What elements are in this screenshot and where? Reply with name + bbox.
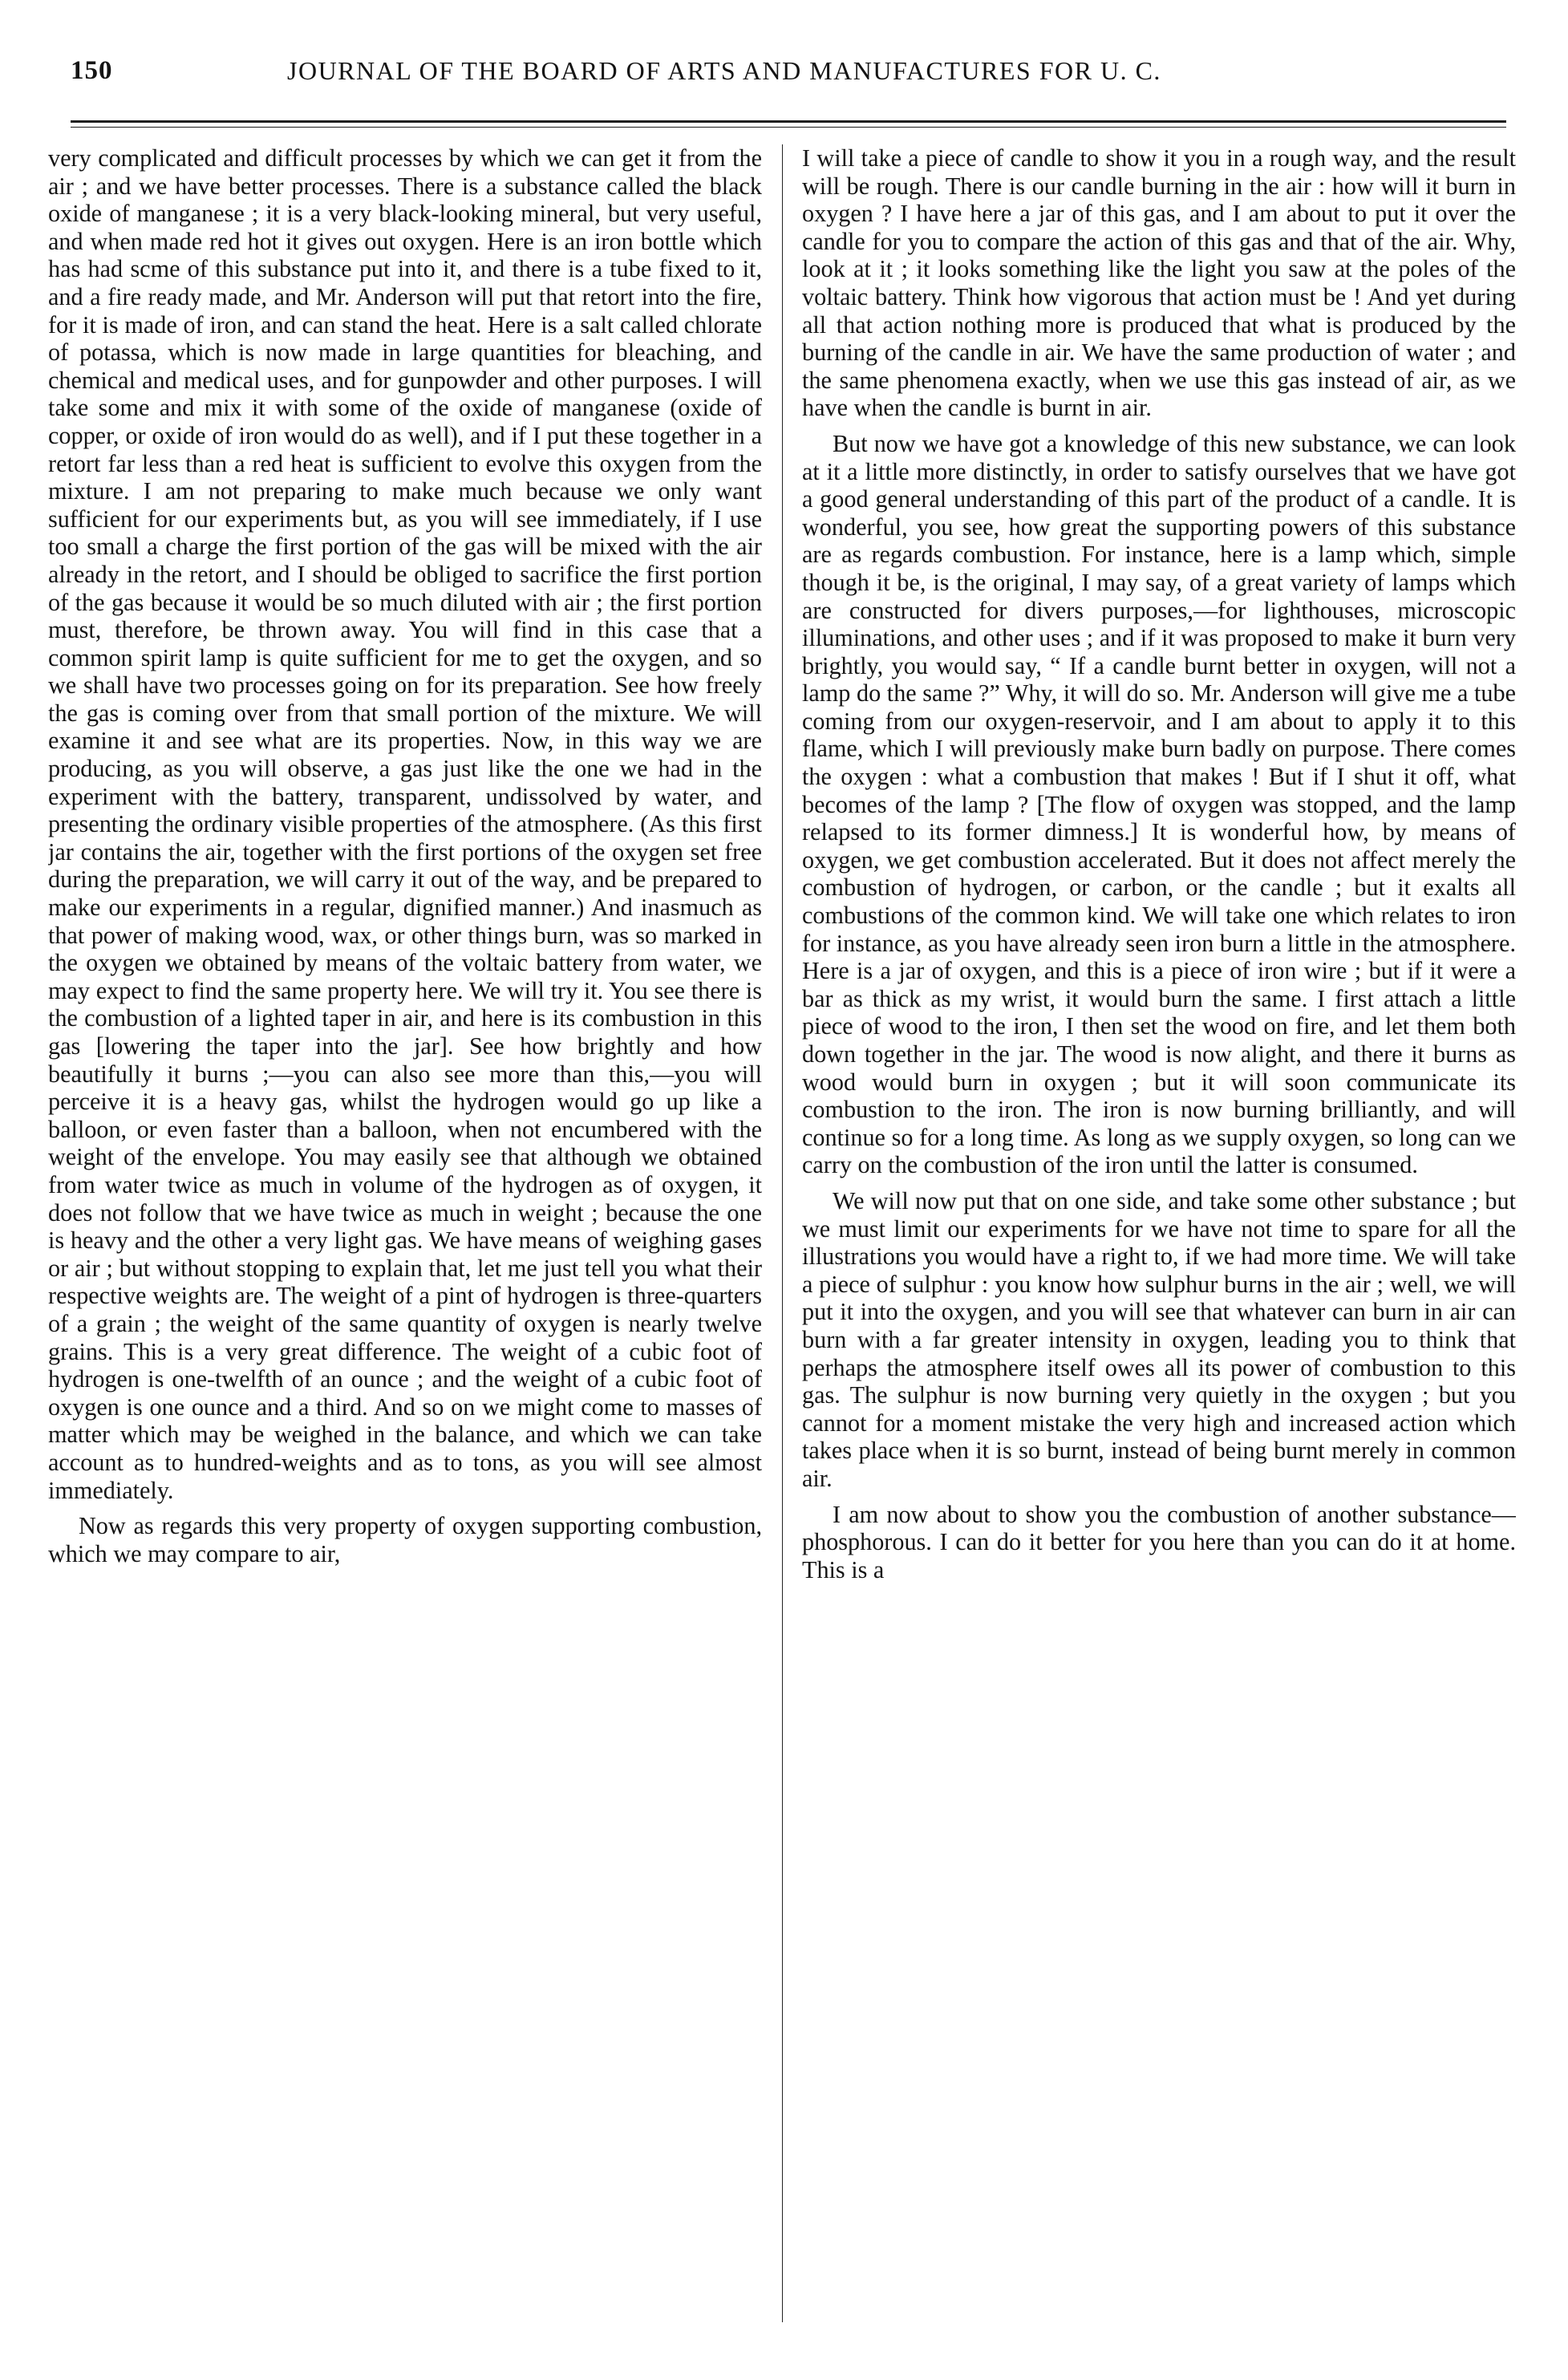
right-paragraph-3: We will now put that on one side, and take some other substance ; but we must limit our experiments for we have not time to spare for all the illustrations you would have a right to, if we had more time. We will take a piece of sulphur : you know how sulphur burns in the air ; well, we will put it into the oxygen, and you will see that whatever can burn in air can burn with a far greater intensity in oxygen, leading you to think that perhaps the atmosphere itself owes all its power of combustion to this gas. The sulphur is now burning very quietly in the oxygen ; but you cannot for a moment mistake the very high and increased action which takes place when it is so burnt, instead of being burnt merely in common air.: [802, 1186, 1516, 1492]
left-column: [48, 144, 762, 2342]
right-paragraph-4: I am now about to show you the combustion of another substance—phosphorous. I can do it better for you here than you can do it at home. This is a: [802, 1500, 1516, 1583]
header-rule-thin: [71, 127, 1506, 128]
page-number: 150: [71, 56, 113, 85]
page-header: [71, 56, 1506, 96]
running-head: JOURNAL OF THE BOARD OF ARTS AND MANUFACTURES FOR U. C.: [287, 56, 1161, 85]
header-rule-thick: [71, 120, 1506, 123]
column-divider: [782, 144, 783, 2322]
left-paragraph-1: very complicated and difficult processes by which we can get it from the air ; and we have better processes. There is a substance called the black oxide of manganese ; it is a very black-looking mineral, but very useful, and when made red hot it gives out oxygen. Here is an iron bottle which has had scme of this substance put into it, and there is a tube fixed to it, and a fire ready made, and Mr. Anderson will put that retort into the fire, for it is made of iron, and can stand the heat. Here is a salt called chlorate of potassa, which is now made in large quantities for bleaching, and chemical and medical uses, and for gunpowder and other purposes. I will take some and mix it with some of the oxide of manganese (oxide of copper, or oxide of iron would do as well), and if I put these together in a retort far less than a red heat is sufficient to evolve this oxygen from the mixture. I am not preparing to make much because we only want sufficient for our experiments but, as you will see immediately, if I use too small a charge the first portion of the gas will be mixed with the air already in the retort, and I should be obliged to sacrifice the first portion of the gas because it would be so much diluted with air ; the first portion must, therefore, be thrown away. You will find in this case that a common spirit lamp is quite sufficient for me to get the oxygen, and so we shall have two processes going on for its preparation. See how freely the gas is coming over from that small portion of the mixture. We will examine it and see what are its properties. Now, in this way we are producing, as you will observe, a gas just like the one we had in the experiment with the battery, transparent, undissolved by water, and presenting the ordinary visible properties of the atmosphere. (As this first jar contains the air, together with the first portions of the oxygen set free during the preparation, we will carry it out of the way, and be prepared to make our experiments in a regular, dignified manner.) And inasmuch as that power of making wood, wax, or other things burn, was so marked in the oxygen we obtained by means of the voltaic battery from water, we may expect to find the same property here. We will try it. You see there is the combustion of a lighted taper in air, and here is its combustion in this gas [lowering the taper into the jar]. See how brightly and how beautifully it burns ;—you can also see more than this,—you will perceive it is a heavy gas, whilst the hydrogen would go up like a balloon, or even faster than a balloon, when not encumbered with the weight of the envelope. You may easily see that although we obtained from water twice as much in volume of the hydrogen as of oxygen, it does not follow that we have twice as much in weight ; because the one is heavy and the other a very light gas. We have means of weighing gases or air ; but without stopping to explain that, let me just tell you what their respective weights are. The weight of a pint of hydrogen is three-quarters of a grain ; the weight of the same quantity of oxygen is nearly twelve grains. This is a very great difference. The weight of a cubic foot of hydrogen is one-twelfth of an ounce ; and the weight of a cubic foot of oxygen is one ounce and a third. And so on we might come to masses of matter which may be weighed in the balance, and which we can take account as to hundred-weights and as to tons, as you will see almost immediately.: [48, 144, 762, 1504]
right-column: [802, 144, 1516, 2342]
right-paragraph-2: But now we have got a knowledge of this new substance, we can look at it a little more distinctly, in order to satisfy ourselves that we have got a good general understanding of this part of the product of a candle. It is wonderful, you see, how great the supporting powers of this substance are as regards combustion. For instance, here is a lamp which, simple though it be, is the original, I may say, of a great variety of lamps which are constructed for divers purposes,—for lighthouses, microscopic illuminations, and other uses ; and if it was proposed to make it burn very brightly, you would say, “ If a candle burnt better in oxygen, will not a lamp do the same ?” Why, it will do so. Mr. Anderson will give me a tube coming from our oxygen-reservoir, and I am about to apply it to this flame, which I will previously make burn badly on purpose. There comes the oxygen : what a combustion that makes ! But if I shut it off, what becomes of the lamp ? [The flow of oxygen was stopped, and the lamp relapsed to its former dimness.] It is wonderful how, by means of oxygen, we get combustion accelerated. But it does not affect merely the combustion of hydrogen, or carbon, or the candle ; but it exalts all combustions of the common kind. We will take one which relates to iron for instance, as you have already seen iron burn a little in the atmosphere. Here is a jar of oxygen, and this is a piece of iron wire ; but if it were a bar as thick as my wrist, it would burn the same. I first attach a little piece of wood to the iron, I then set the wood on fire, and let them both down together in the jar. The wood is now alight, and there it burns as wood would burn in oxygen ; but it will soon communicate its combustion to the iron. The iron is now burning brilliantly, and will continue so for a long time. As long as we supply oxygen, so long can we carry on the combustion of the iron until the latter is consumed.: [802, 429, 1516, 1179]
left-paragraph-2: Now as regards this very property of oxygen supporting combustion, which we may compare to air,: [48, 1512, 762, 1567]
right-paragraph-1: I will take a piece of candle to show it you in a rough way, and the result will be rough. There is our candle burning in the air : how will it burn in oxygen ? I have here a jar of this gas, and I am about to put it over the candle for you to compare the action of this gas and that of the air. Why, look at it ; it looks something like the light you saw at the poles of the voltaic battery. Think how vigorous that action must be ! And yet during all that action nothing more is produced that what is produced by the burning of the candle in air. We have the same production of water ; and the same phenomena exactly, when we use this gas instead of air, as we have when the candle is burnt in air.: [802, 144, 1516, 422]
